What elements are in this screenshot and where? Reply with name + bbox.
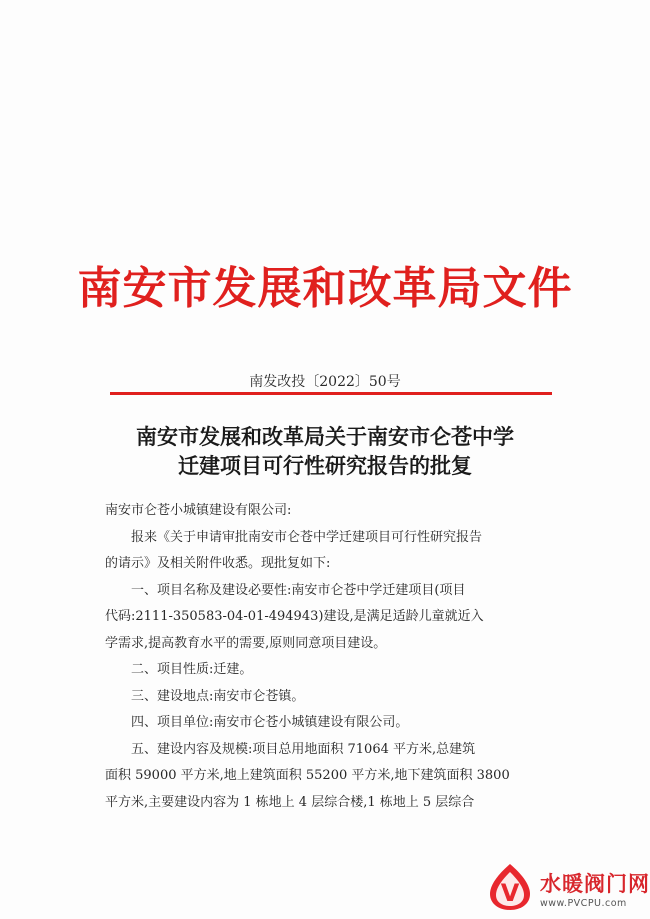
body-line: 代码:2111-350583-04-01-494943)建设,是满足适龄儿童就近入 — [105, 609, 484, 624]
watermark-url: www.PVCPU.com — [540, 898, 627, 909]
addressee-line: 南安市仑苍小城镇建设有限公司: — [105, 503, 292, 518]
document-subject — [0, 422, 650, 480]
body-line: 二、项目性质:迁建。 — [131, 662, 253, 677]
body-line: 平方米,主要建设内容为 1 栋地上 4 层综合楼,1 栋地上 5 层综合 — [105, 794, 475, 810]
document-number: 南发改投〔2022〕50号 — [249, 374, 401, 390]
body-line: 学需求,提高教育水平的需要,原则同意项目建设。 — [105, 635, 387, 651]
watermark-site-name: 水暖阀门网 — [540, 872, 650, 896]
watermark-logo-icon — [486, 862, 534, 912]
body-line: 面积 59000 平方米,地上建筑面积 55200 平方米,地下建筑面积 3800 — [105, 768, 510, 783]
body-line: 报来《关于申请审批南安市仑苍中学迁建项目可行性研究报告 — [131, 529, 483, 545]
body-line: 五、建设内容及规模:项目总用地面积 71064 平方米,总建筑 — [131, 741, 476, 757]
red-divider-line — [110, 392, 552, 395]
subject-line-2: 迁建项目可行性研究报告的批复 — [178, 453, 472, 478]
site-watermark — [482, 860, 650, 919]
body-line: 的请示》及相关附件收悉。现批复如下: — [105, 556, 331, 571]
subject-line-1: 南安市发展和改革局关于南安市仑苍中学 — [136, 424, 514, 449]
issuer-header-title: 南安市发展和改革局文件 — [77, 263, 573, 314]
watermark-logo-letter: V — [500, 879, 520, 907]
body-line: 三、建设地点:南安市仑苍镇。 — [131, 688, 305, 704]
body-line: 四、项目单位:南安市仑苍小城镇建设有限公司。 — [131, 715, 409, 730]
body-line: 一、项目名称及建设必要性:南安市仑苍中学迁建项目(项目 — [131, 582, 466, 598]
document-body — [105, 498, 545, 816]
